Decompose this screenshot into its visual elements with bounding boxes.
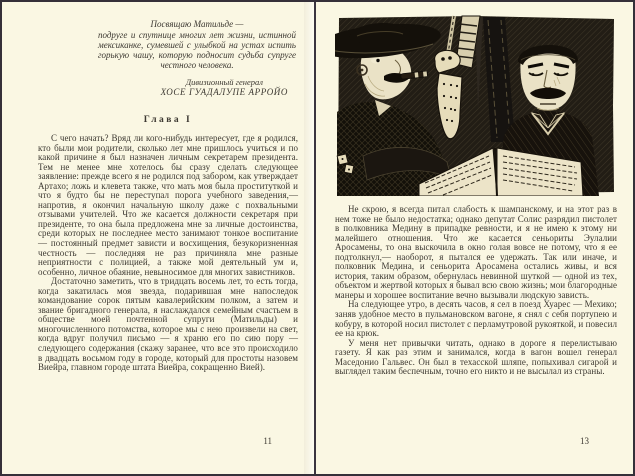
dedication bbox=[98, 19, 296, 70]
paragraph: У меня нет привычки читать, однако в дороге я перелистываю газету. Я как раз этим и занимался, когда в вагон вошел генерал Маседонио Гальвес. Он был в техасской шляпе, попыхивал сигарой и выглядел таким беспечным, точно его никто и не высылал из страны. bbox=[335, 337, 617, 377]
paragraph: Достаточно заметить, что в тридцать восемь лет, то есть тогда, когда закатилась моя звезда, подарившая мне напоследок командование сорок пятым кавалерийским полком, а затем и звание бригадного генерала, я наслаждался семейным счастьем в обществе моей почтенной супруги (Матильды) и многочисленного потомства, которое мы с нею произвели на свет, когда вдруг получил письмо — я храню его по сию пору — следующего содержания (скажу заранее, что все это происходило в двадцать восьмом году в городе, который для простоты назовем Виейра, главном городе штата Виейра, сокращенно Вией). bbox=[38, 276, 298, 373]
right-page-text bbox=[335, 205, 617, 377]
dedication-body: подруге и спутнице многих лет жизни, истинной мексиканке, сумевшей с улыбкой на устах испить горькую чашу, которую подносит судьба супруге честного человека. bbox=[98, 30, 296, 70]
chapter-heading: Глава I bbox=[143, 115, 193, 125]
page-number-right: 13 bbox=[580, 436, 589, 446]
page-gutter bbox=[304, 2, 314, 474]
woodcut-illustration-svg bbox=[335, 14, 617, 196]
page-number-left: 11 bbox=[263, 436, 272, 446]
paragraph: С чего начать? Вряд ли кого-нибудь интересует, где я родился, кто были мои родители, сколько лет мне пришлось учиться и по какой причине я был назначен личным секретарем президента. Тем не менее мне хотелось бы сразу сделать следующее заявление: прежде всего я не родился под забором, как утверждает Артахо; ложь и клевета также, что мать моя была проституткой и что я будто бы не переступал порога учебного заведения,— напротив, я окончил начальную школу даже с похвальными отзывами учителей. Что же касается должности секретаря при президенте, то она была предложена мне за личные достоинства, среди которых не последнее место занимают тонкое воспитание — постоянный предмет зависти и восхищения, безукоризненная честность — последняя не раз причиняла мне разные неприятности с полицией, а также мой деятельный ум и, особенно, личное обаяние, невыносимое для многих завистников. bbox=[38, 133, 298, 277]
dedication-opening: Посвящаю Матильде — bbox=[150, 19, 244, 29]
page-right bbox=[316, 2, 633, 474]
dedication-signature bbox=[161, 77, 288, 98]
paragraph: Не скрою, я всегда питал слабость к шампанскому, и на этот раз в нем тоже не было недостатка; однако депутат Солис разрядил пистолет в полковника Медину в припадке ревности, и я не имею к этому ни малейшего отношения. Что же касается сеньориты Эулалии Аросамены, то она выскочила в окно голая вовсе не потому, что я ее подтолкнул,— наоборот, я пытался ее удержать. Так или иначе, и полковник Медина, и сеньорита Аросамена остались живы, и вся история, таким образом, обернулась невинной шуткой — одной из тех, объектом и жертвой которых я бывал всю свою жизнь; мои благородные манеры и хорошее воспитание вечно вызывали людскую зависть. bbox=[335, 204, 617, 300]
book-illustration bbox=[335, 14, 617, 196]
left-page-text bbox=[38, 134, 298, 373]
signature-name: ХОСЕ ГУАДАЛУПЕ АРРОЙО bbox=[160, 87, 288, 97]
page-left bbox=[2, 2, 304, 474]
paragraph: На следующее утро, в десять часов, я сел в поезд Хуарес — Мехико; заняв удобное место в пульмановском вагоне, я снял с себя портупею и кобуру, в которой носил пистолет с перламутровой рукояткой, и повесил ее на крюк. bbox=[335, 299, 617, 339]
signature-rank: Дивизионный генерал bbox=[185, 77, 263, 87]
